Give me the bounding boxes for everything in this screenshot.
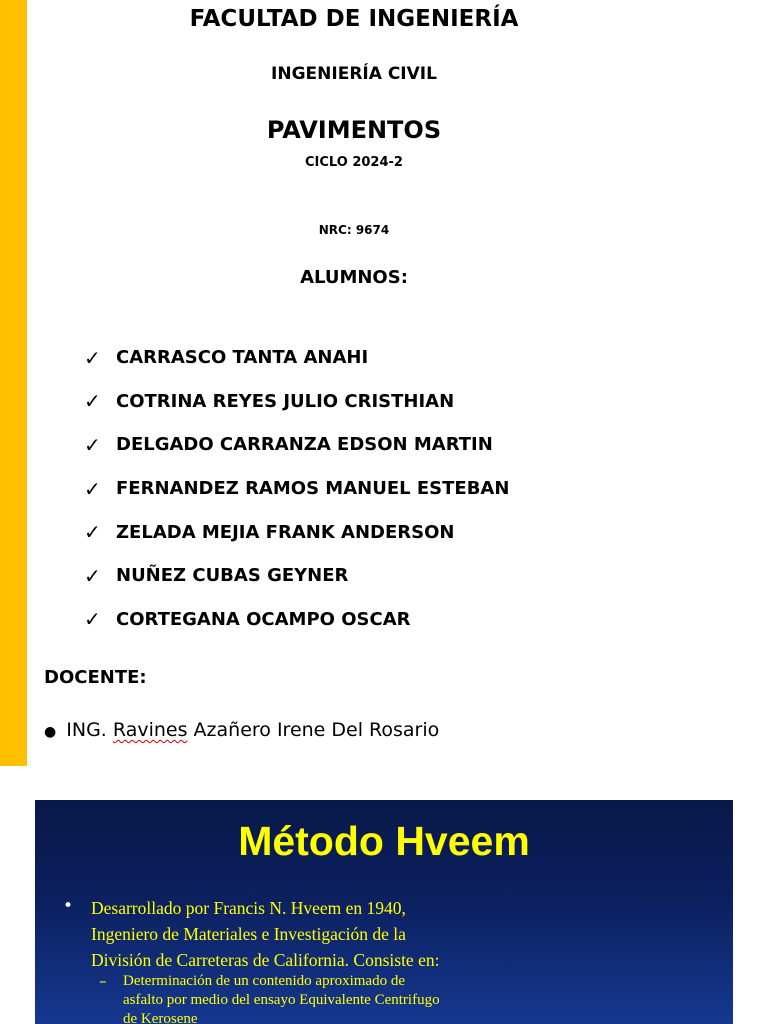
career-title: INGENIERÍA CIVIL (271, 64, 437, 84)
bullet-icon: ● (44, 724, 57, 740)
sub-bullet-line: de Kerosene (123, 1011, 198, 1024)
student-name: NUÑEZ CUBAS GEYNER (116, 565, 349, 587)
nrc-label: NRC: 9674 (318, 223, 390, 237)
students-heading: ALUMNOS: (300, 267, 408, 288)
teacher-prefix: ING. (66, 719, 107, 741)
student-name: COTRINA REYES JULIO CRISTHIAN (116, 390, 455, 412)
list-item (84, 467, 509, 511)
list-item (84, 510, 509, 554)
list-item (84, 554, 509, 598)
student-name: CORTEGANA OCAMPO OSCAR (116, 608, 411, 630)
list-item (84, 380, 509, 424)
list-item (84, 423, 509, 467)
check-icon: ✓ (84, 432, 101, 457)
course-title: PAVIMENTOS (266, 116, 442, 144)
check-icon: ✓ (84, 520, 101, 545)
student-name: ZELADA MEJIA FRANK ANDERSON (116, 521, 455, 543)
cycle-label: CICLO 2024-2 (305, 155, 403, 170)
sub-bullet-text (123, 972, 513, 1024)
student-name: DELGADO CARRANZA EDSON MARTIN (116, 434, 493, 456)
students-list (84, 336, 509, 641)
bullet-icon: • (63, 896, 74, 916)
accent-bar (0, 0, 27, 766)
teacher-line (44, 719, 439, 741)
student-name: FERNANDEZ RAMOS MANUEL ESTEBAN (116, 478, 510, 500)
check-icon: ✓ (84, 563, 101, 588)
sub-bullet-line: asfalto por medio del ensayo Equivalente Centrifugo (123, 992, 440, 1008)
check-icon: ✓ (84, 476, 101, 501)
teacher-surname: Ravines (112, 719, 188, 741)
list-item (84, 336, 509, 380)
dash-icon: – (99, 972, 107, 990)
check-icon: ✓ (84, 607, 101, 632)
faculty-title: FACULTAD DE INGENIERÍA (189, 6, 519, 32)
teacher-heading: DOCENTE: (44, 667, 147, 688)
teacher-rest: Azañero Irene Del Rosario (193, 719, 440, 741)
check-icon: ✓ (84, 345, 101, 370)
student-name: CARRASCO TANTA ANAHI (116, 347, 369, 369)
bullet-text (91, 895, 491, 973)
sub-bullet-line: Determinación de un contenido aproximado de (123, 973, 405, 989)
list-item (84, 598, 509, 642)
slide-method (35, 800, 733, 1024)
check-icon: ✓ (84, 389, 101, 414)
bullet-line: División de Carreteras de California. Consiste en: (91, 950, 440, 970)
bullet-line: Desarrollado por Francis N. Hveem en 1940, (91, 898, 406, 918)
bullet-line: Ingeniero de Materiales e Investigación de la (91, 924, 406, 944)
slide-title: Método Hveem (238, 818, 530, 864)
